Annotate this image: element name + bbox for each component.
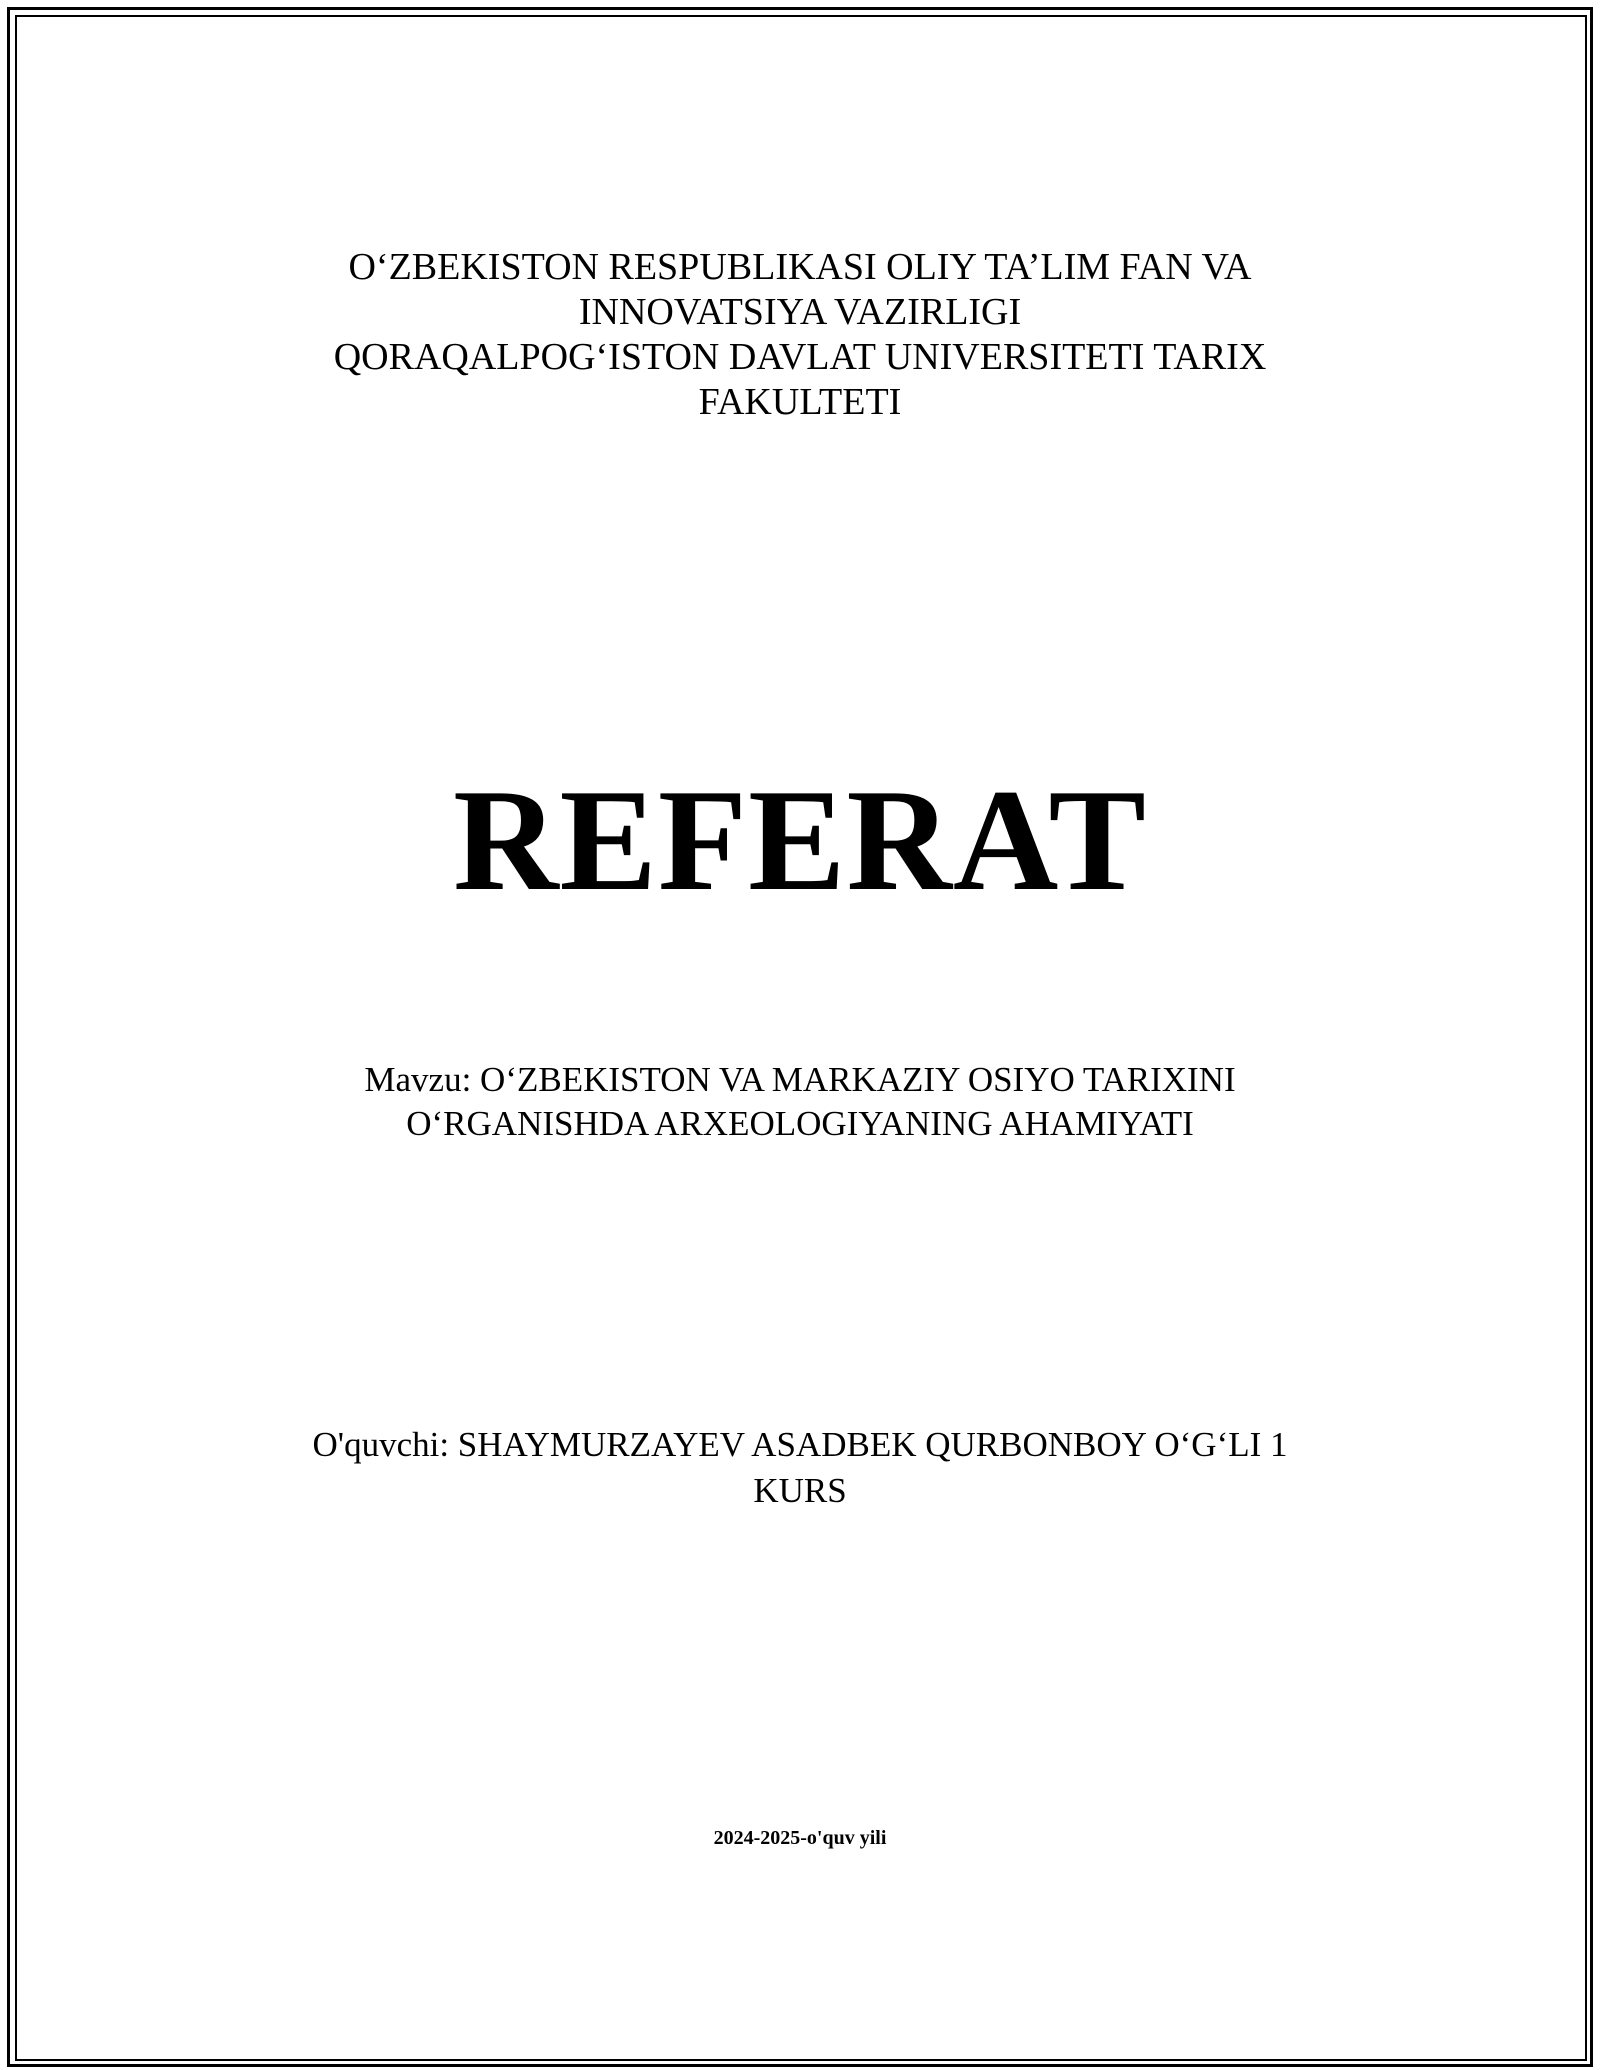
student-line: KURS [753, 1471, 847, 1510]
institution-line: FAKULTETI [698, 381, 902, 423]
institution-line: QORAQALPOG‘ISTON DAVLAT UNIVERSITETI TARIX [333, 336, 1267, 378]
topic-line: O‘RGANISHDA ARXEOLOGIYANING AHAMIYATI [406, 1104, 1194, 1143]
student-block [0, 1422, 1600, 1514]
institution-header [0, 245, 1600, 425]
student-line: O'quvchi: SHAYMURZAYEV ASADBEK QURBONBOY O‘G‘LI 1 [312, 1425, 1288, 1464]
academic-year: 2024-2025-o'quv yili [713, 1827, 887, 1849]
document-title: REFERAT [453, 759, 1147, 921]
topic-line: Mavzu: O‘ZBEKISTON VA MARKAZIY OSIYO TARIXINI [364, 1060, 1236, 1099]
institution-line: O‘ZBEKISTON RESPUBLIKASI OLIY TA’LIM FAN VA [348, 246, 1252, 288]
institution-line: INNOVATSIYA VAZIRLIGI [578, 291, 1022, 333]
topic-block [0, 1058, 1600, 1146]
